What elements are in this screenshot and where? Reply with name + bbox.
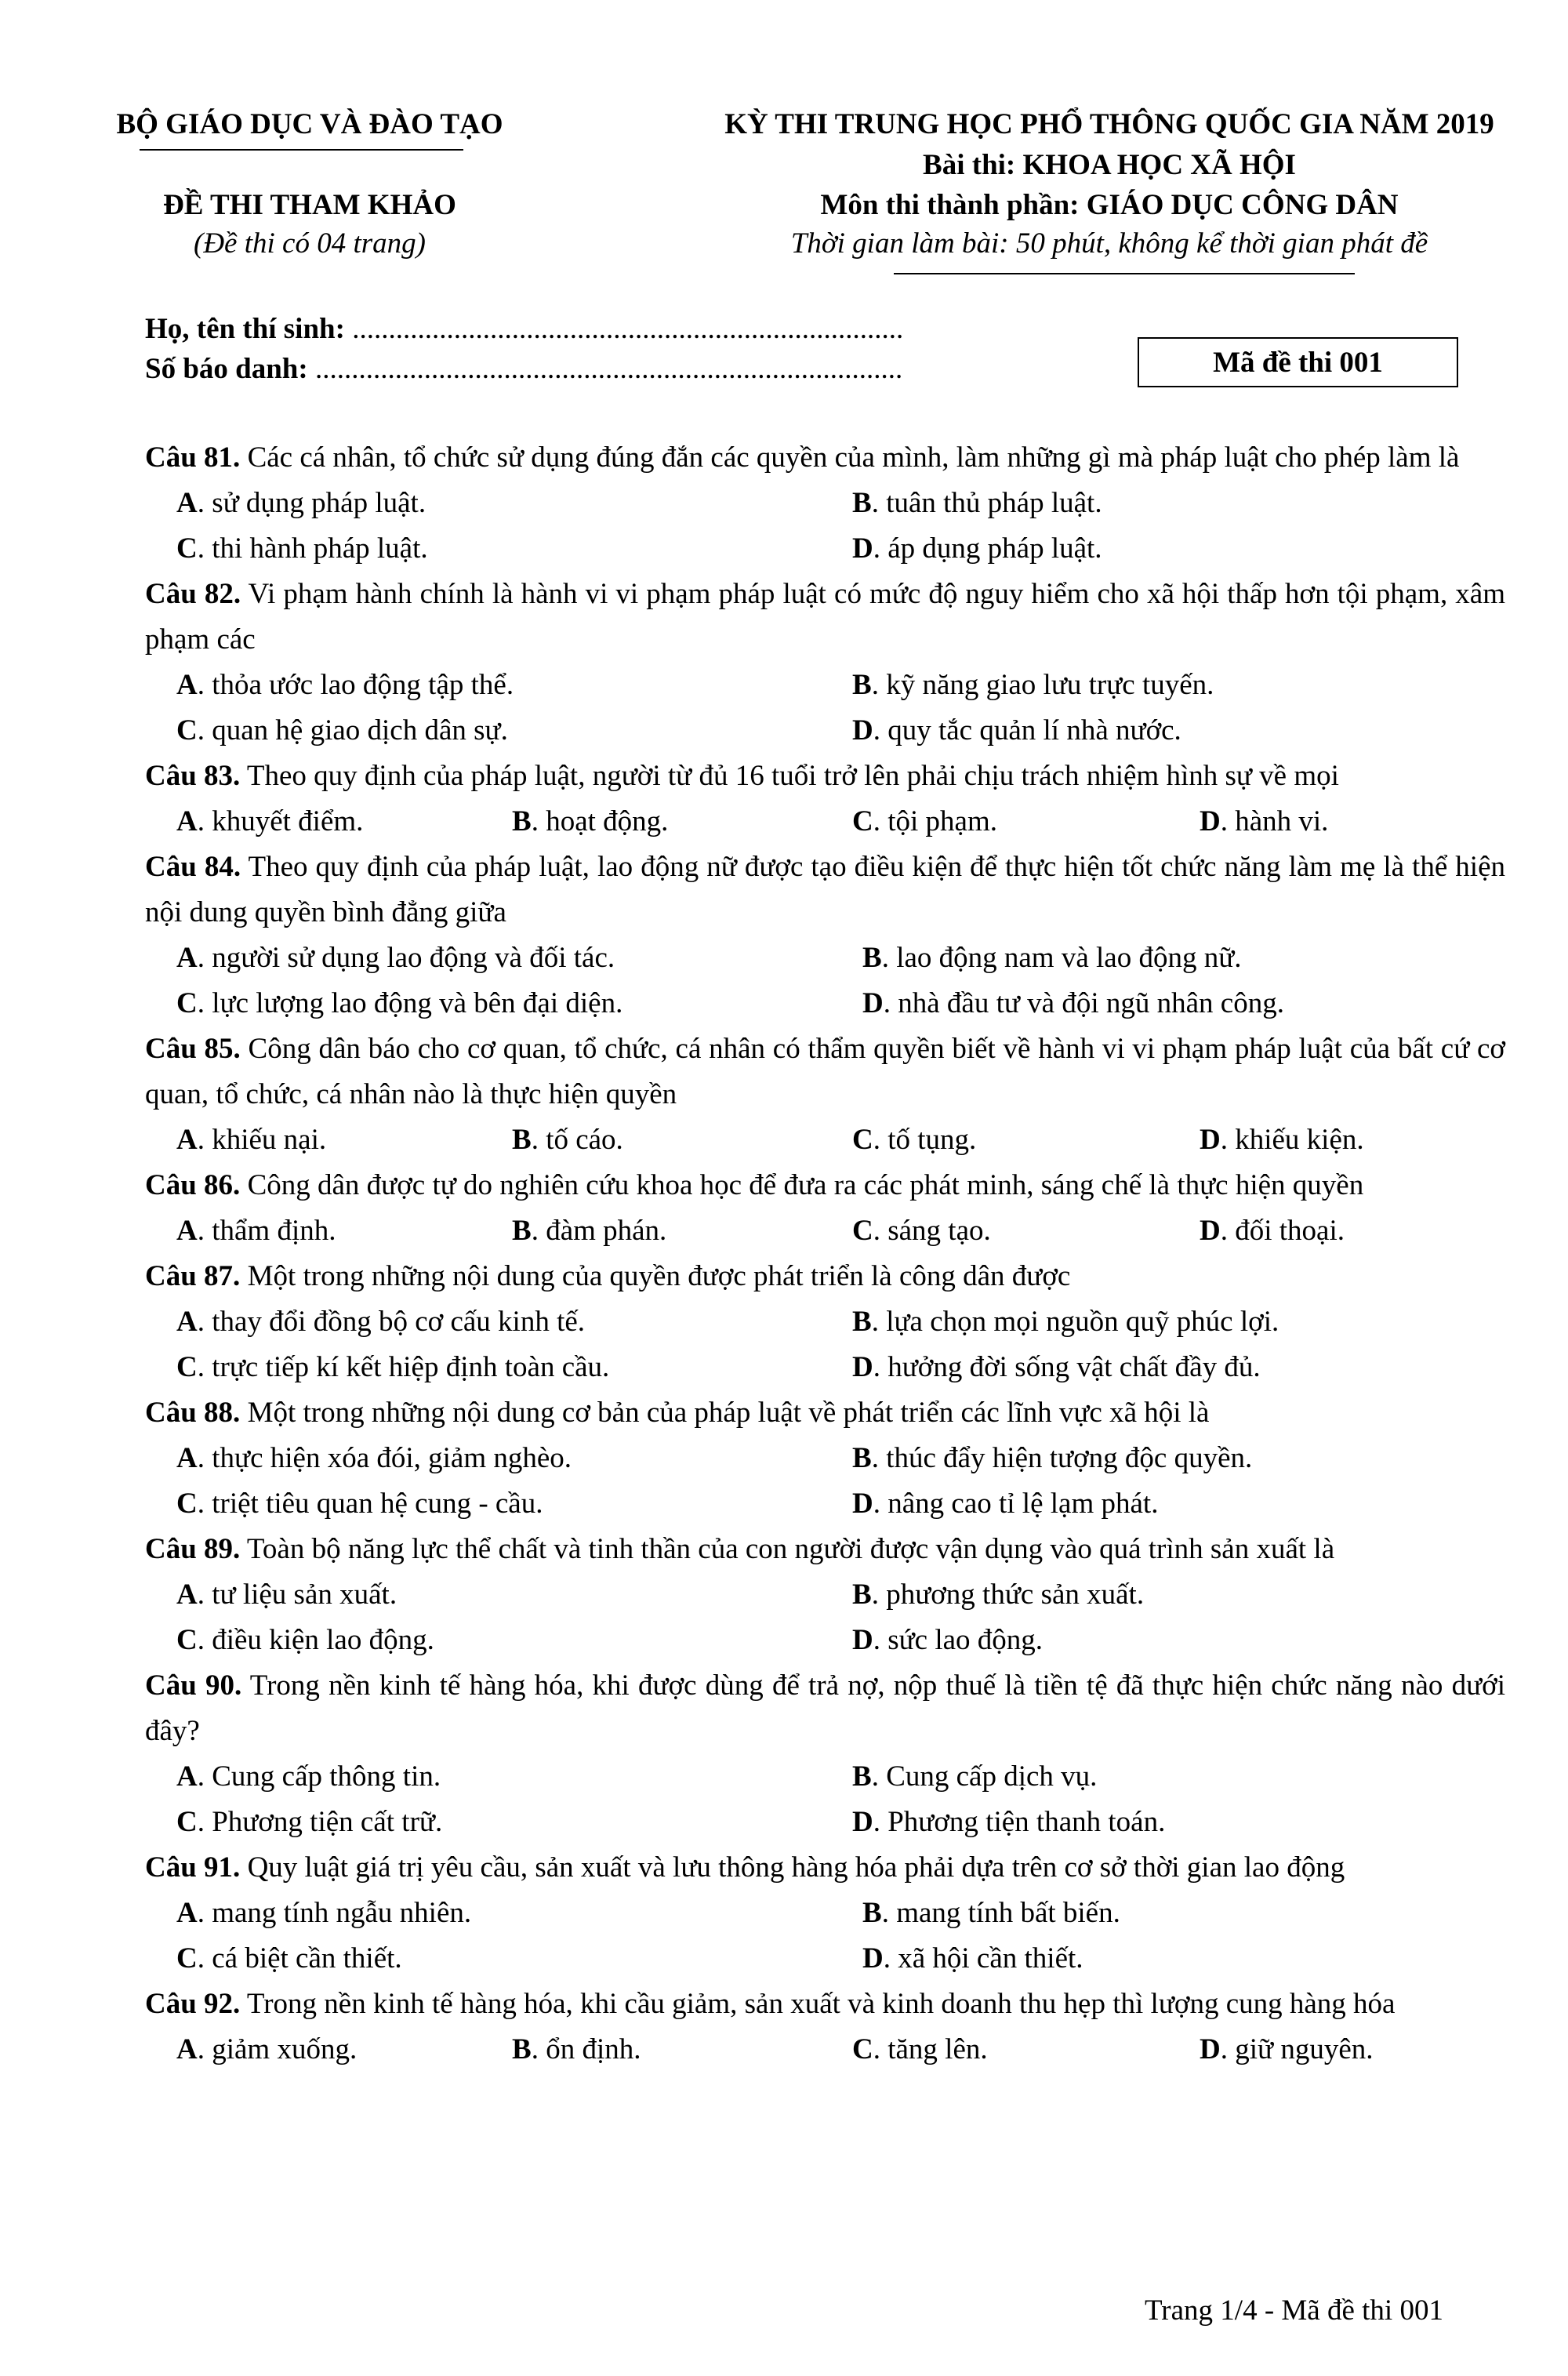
answer-text: cá biệt cần thiết.: [212, 1942, 402, 1975]
answer-key: A: [176, 1897, 198, 1929]
answer-key: D: [1200, 805, 1221, 837]
answer-text: giảm xuống.: [212, 2033, 358, 2065]
answer-option: D. nhà đầu tư và đội ngũ nhân công.: [862, 987, 1284, 1019]
question-stem: [145, 1163, 1505, 1208]
answer-key: C: [176, 1351, 198, 1383]
answer-key: D: [1200, 1124, 1221, 1156]
answer-key: D: [1200, 2033, 1221, 2065]
question-number: Câu 86.: [145, 1169, 241, 1201]
answer-row: [145, 1436, 1505, 1481]
answer-key: B: [852, 1306, 872, 1338]
answer-text: lựa chọn mọi nguồn quỹ phúc lợi.: [886, 1306, 1279, 1338]
question: [145, 754, 1505, 845]
answer-option: D. khiếu kiện.: [1200, 1124, 1364, 1156]
answer-key: B: [512, 1215, 532, 1247]
answer-row: [145, 1936, 1505, 1982]
question-text: Theo quy định của pháp luật, lao động nữ được tạo điều kiện để thực hiện tốt chức năng làm mẹ là thể hiện nội dung quyền bình đẳng giữa: [145, 851, 1505, 928]
answer-key: A: [176, 942, 198, 974]
answer-key: D: [862, 1942, 884, 1975]
candidate-name-dots: ............................................................................: [352, 313, 904, 345]
answer-key: A: [176, 1760, 198, 1793]
answer-option: C. cá biệt cần thiết.: [176, 1942, 402, 1975]
answer-text: lực lượng lao động và bên đại diện.: [212, 987, 623, 1019]
candidate-id-label: Số báo danh:: [145, 353, 308, 385]
answer-option: B. tố cáo.: [512, 1124, 623, 1156]
answer-text: thi hành pháp luật.: [212, 532, 428, 565]
answer-text: Cung cấp thông tin.: [212, 1760, 441, 1793]
answer-key: A: [176, 805, 198, 837]
answer-text: thúc đẩy hiện tượng độc quyền.: [886, 1442, 1253, 1474]
answer-option: C. triệt tiêu quan hệ cung - cầu.: [176, 1488, 543, 1520]
answer-option: A. mang tính ngẫu nhiên.: [176, 1897, 472, 1929]
answer-row: [145, 708, 1505, 754]
answer-text: tư liệu sản xuất.: [212, 1579, 397, 1611]
question-text: Một trong những nội dung cơ bản của pháp luật về phát triển các lĩnh vực xã hội là: [247, 1397, 1210, 1429]
answer-text: xã hội cần thiết.: [898, 1942, 1083, 1975]
answer-option: D. quy tắc quản lí nhà nước.: [852, 714, 1181, 747]
answer-row: [145, 663, 1505, 708]
answer-row: [145, 981, 1505, 1026]
exam-title: KỲ THI TRUNG HỌC PHỔ THÔNG QUỐC GIA NĂM 2019: [724, 108, 1494, 140]
answer-option: A. thỏa ước lao động tập thể.: [176, 669, 514, 701]
answer-key: B: [852, 1442, 872, 1474]
answer-option: B. tuân thủ pháp luật.: [852, 487, 1102, 519]
question-number: Câu 82.: [145, 578, 241, 610]
question-number: Câu 81.: [145, 441, 241, 474]
question-stem: [145, 1026, 1505, 1117]
answer-text: mang tính bất biến.: [896, 1897, 1120, 1929]
answer-key: C: [852, 805, 873, 837]
question: [145, 1982, 1505, 2073]
answer-option: C. quan hệ giao dịch dân sự.: [176, 714, 508, 747]
question: [145, 1527, 1505, 1663]
answer-text: áp dụng pháp luật.: [887, 532, 1102, 565]
question-number: Câu 91.: [145, 1851, 241, 1884]
answer-option: D. xã hội cần thiết.: [862, 1942, 1083, 1975]
answer-key: B: [512, 805, 532, 837]
answer-key: A: [176, 2033, 198, 2065]
answer-option: C. tội phạm.: [852, 805, 997, 837]
answer-option: A. Cung cấp thông tin.: [176, 1760, 441, 1793]
answer-key: A: [176, 1215, 198, 1247]
answer-key: A: [176, 669, 198, 701]
question: [145, 1390, 1505, 1527]
answer-option: B. thúc đẩy hiện tượng độc quyền.: [852, 1442, 1253, 1474]
exam-code-box: [1138, 337, 1458, 387]
answer-text: Phương tiện thanh toán.: [887, 1806, 1166, 1838]
answer-option: A. giảm xuống.: [176, 2033, 358, 2065]
answer-key: D: [852, 714, 873, 747]
answer-option: D. đối thoại.: [1200, 1215, 1345, 1247]
question-text: Toàn bộ năng lực thể chất và tinh thần của con người được vận dụng vào quá trình sản xuất là: [246, 1533, 1335, 1565]
answer-option: D. áp dụng pháp luật.: [852, 532, 1102, 565]
answer-text: phương thức sản xuất.: [886, 1579, 1145, 1611]
answer-option: D. hưởng đời sống vật chất đầy đủ.: [852, 1351, 1261, 1383]
question-stem: [145, 435, 1505, 481]
ministry-underline: [140, 149, 463, 151]
answer-text: quan hệ giao dịch dân sự.: [212, 714, 508, 747]
answer-key: D: [852, 1488, 873, 1520]
candidate-id-row: [145, 352, 902, 386]
answer-text: tội phạm.: [887, 805, 997, 837]
question-stem: [145, 754, 1505, 799]
answer-option: C. điều kiện lao động.: [176, 1624, 434, 1656]
question-number: Câu 83.: [145, 760, 241, 792]
answer-text: ổn định.: [546, 2033, 641, 2065]
answer-text: khiếu kiện.: [1235, 1124, 1364, 1156]
answer-row: [145, 1481, 1505, 1527]
answer-row: [145, 1208, 1505, 1254]
question-stem: [145, 1390, 1505, 1436]
question-stem: [145, 1663, 1505, 1754]
answer-text: thỏa ước lao động tập thể.: [212, 669, 514, 701]
answer-key: B: [512, 2033, 532, 2065]
question-text: Theo quy định của pháp luật, người từ đủ 16 tuổi trở lên phải chịu trách nhiệm hình sự về mọi: [246, 760, 1339, 792]
answer-option: C. trực tiếp kí kết hiệp định toàn cầu.: [176, 1351, 610, 1383]
answer-key: B: [512, 1124, 532, 1156]
answer-row: [145, 936, 1505, 981]
answer-key: D: [852, 1806, 873, 1838]
answer-key: B: [862, 942, 882, 974]
question-number: Câu 89.: [145, 1533, 241, 1565]
question-number: Câu 87.: [145, 1260, 241, 1292]
answer-text: đối thoại.: [1235, 1215, 1345, 1247]
answer-option: A. thẩm định.: [176, 1215, 336, 1247]
time-note-underline: [894, 273, 1355, 274]
question: [145, 1845, 1505, 1982]
answer-key: A: [176, 1579, 198, 1611]
answer-text: nâng cao tỉ lệ lạm phát.: [887, 1488, 1159, 1520]
candidate-name-row: [145, 312, 903, 346]
answer-key: D: [1200, 1215, 1221, 1247]
answer-row: [145, 526, 1505, 572]
answer-key: C: [176, 1806, 198, 1838]
answer-key: C: [176, 1942, 198, 1975]
answer-row: [145, 1572, 1505, 1618]
answer-key: B: [852, 669, 872, 701]
question-stem: [145, 1845, 1505, 1891]
answer-option: D. nâng cao tỉ lệ lạm phát.: [852, 1488, 1159, 1520]
question-text: Quy luật giá trị yêu cầu, sản xuất và lưu thông hàng hóa phải dựa trên cơ sở thời gian lao động: [247, 1851, 1345, 1884]
answer-key: B: [852, 1579, 872, 1611]
question-number: Câu 84.: [145, 851, 241, 883]
answer-option: A. khuyết điểm.: [176, 805, 364, 837]
answer-key: A: [176, 1442, 198, 1474]
answer-key: A: [176, 1306, 198, 1338]
question-text: Công dân được tự do nghiên cứu khoa học để đưa ra các phát minh, sáng chế là thực hiện quyền: [247, 1169, 1364, 1201]
answer-option: D. hành vi.: [1200, 805, 1329, 837]
answer-text: Cung cấp dịch vụ.: [886, 1760, 1098, 1793]
answer-key: B: [862, 1897, 882, 1929]
answer-text: tố cáo.: [546, 1124, 623, 1156]
answer-row: [145, 1345, 1505, 1390]
answer-row: [145, 1754, 1505, 1800]
answer-text: tăng lên.: [887, 2033, 988, 2065]
answer-row: [145, 799, 1505, 845]
question: [145, 1026, 1505, 1163]
answer-option: C. Phương tiện cất trữ.: [176, 1806, 443, 1838]
answer-text: trực tiếp kí kết hiệp định toàn cầu.: [212, 1351, 610, 1383]
question-text: Trong nền kinh tế hàng hóa, khi được dùng để trả nợ, nộp thuế là tiền tệ đã thực hiện chức năng nào dưới đây?: [145, 1669, 1505, 1747]
candidate-id-dots: .................................................................................: [314, 353, 903, 385]
answer-key: B: [852, 1760, 872, 1793]
answer-text: thẩm định.: [212, 1215, 336, 1247]
question: [145, 1254, 1505, 1390]
answer-key: A: [176, 487, 198, 519]
answer-text: sức lao động.: [887, 1624, 1044, 1656]
answer-key: C: [852, 1215, 873, 1247]
component-subject: Môn thi thành phần: GIÁO DỤC CÔNG DÂN: [820, 189, 1399, 221]
answer-row: [145, 1618, 1505, 1663]
answer-option: C. lực lượng lao động và bên đại diện.: [176, 987, 623, 1019]
answer-key: C: [176, 987, 198, 1019]
question: [145, 1663, 1505, 1845]
answer-option: D. Phương tiện thanh toán.: [852, 1806, 1166, 1838]
answer-key: D: [852, 532, 873, 565]
candidate-name-label: Họ, tên thí sinh:: [145, 313, 345, 345]
answer-option: A. tư liệu sản xuất.: [176, 1579, 397, 1611]
answer-option: B. kỹ năng giao lưu trực tuyến.: [852, 669, 1214, 701]
question-text: Các cá nhân, tổ chức sử dụng đúng đắn các quyền của mình, làm những gì mà pháp luật cho phép làm là: [247, 441, 1460, 474]
answer-option: B. ổn định.: [512, 2033, 641, 2065]
answer-key: C: [852, 1124, 873, 1156]
page-count-note: (Đề thi có 04 trang): [194, 227, 426, 260]
answer-text: quy tắc quản lí nhà nước.: [887, 714, 1181, 747]
answer-text: hành vi.: [1235, 805, 1329, 837]
question-stem: [145, 1254, 1505, 1299]
answer-option: B. Cung cấp dịch vụ.: [852, 1760, 1098, 1793]
answer-text: điều kiện lao động.: [212, 1624, 434, 1656]
answer-text: sử dụng pháp luật.: [212, 487, 426, 519]
question-number: Câu 85.: [145, 1033, 241, 1065]
answer-text: triệt tiêu quan hệ cung - cầu.: [212, 1488, 543, 1520]
answer-key: B: [852, 487, 872, 519]
page-footer: Trang 1/4 - Mã đề thi 001: [1145, 2294, 1443, 2327]
answer-key: C: [176, 1488, 198, 1520]
time-note: Thời gian làm bài: 50 phút, không kể thời gian phát đề: [790, 227, 1428, 260]
answer-key: C: [176, 714, 198, 747]
answer-key: D: [852, 1624, 873, 1656]
question-text: Công dân báo cho cơ quan, tổ chức, cá nhân có thẩm quyền biết về hành vi vi phạm pháp luật của bất cứ cơ quan, tổ chức, cá nhân nào là thực hiện quyền: [145, 1033, 1505, 1110]
exam-code: Mã đề thi 001: [1213, 346, 1383, 379]
answer-option: D. sức lao động.: [852, 1624, 1044, 1656]
question-stem: [145, 1527, 1505, 1572]
answer-text: khiếu nại.: [212, 1124, 327, 1156]
ministry-name: BỘ GIÁO DỤC VÀ ĐÀO TẠO: [116, 108, 503, 140]
answer-option: C. sáng tạo.: [852, 1215, 991, 1247]
answer-key: C: [176, 532, 198, 565]
answer-text: thay đổi đồng bộ cơ cấu kinh tế.: [212, 1306, 586, 1338]
answer-text: đàm phán.: [546, 1215, 667, 1247]
answer-option: A. người sử dụng lao động và đối tác.: [176, 942, 615, 974]
question-text: Vi phạm hành chính là hành vi vi phạm pháp luật có mức độ nguy hiểm cho xã hội thấp hơn tội phạm, xâm phạm các: [145, 578, 1505, 656]
answer-key: A: [176, 1124, 198, 1156]
exam-subject: Bài thi: KHOA HỌC XÃ HỘI: [923, 149, 1296, 181]
answer-text: hưởng đời sống vật chất đầy đủ.: [887, 1351, 1261, 1383]
answer-option: B. phương thức sản xuất.: [852, 1579, 1145, 1611]
answer-option: C. thi hành pháp luật.: [176, 532, 428, 565]
answer-text: kỹ năng giao lưu trực tuyến.: [886, 669, 1214, 701]
answer-text: hoạt động.: [546, 805, 669, 837]
answer-row: [145, 1800, 1505, 1845]
question-text: Một trong những nội dung của quyền được phát triển là công dân được: [247, 1260, 1071, 1292]
answer-key: C: [176, 1624, 198, 1656]
answer-option: B. hoạt động.: [512, 805, 669, 837]
question-number: Câu 88.: [145, 1397, 241, 1429]
doc-type: ĐỀ THI THAM KHẢO: [163, 189, 456, 221]
answer-option: D. giữ nguyên.: [1200, 2033, 1374, 2065]
answer-text: giữ nguyên.: [1235, 2033, 1374, 2065]
answer-option: B. đàm phán.: [512, 1215, 667, 1247]
answer-option: B. lựa chọn mọi nguồn quỹ phúc lợi.: [852, 1306, 1279, 1338]
question: [145, 845, 1505, 1026]
answer-text: tuân thủ pháp luật.: [886, 487, 1102, 519]
question: [145, 1163, 1505, 1254]
answer-option: B. lao động nam và lao động nữ.: [862, 942, 1242, 974]
answer-text: sáng tạo.: [887, 1215, 991, 1247]
question: [145, 572, 1505, 754]
answer-row: [145, 1117, 1505, 1163]
question-stem: [145, 572, 1505, 663]
answer-text: thực hiện xóa đói, giảm nghèo.: [212, 1442, 572, 1474]
answer-row: [145, 2027, 1505, 2073]
answer-option: A. thay đổi đồng bộ cơ cấu kinh tế.: [176, 1306, 586, 1338]
answer-text: nhà đầu tư và đội ngũ nhân công.: [898, 987, 1284, 1019]
answer-option: A. khiếu nại.: [176, 1124, 327, 1156]
answer-text: tố tụng.: [887, 1124, 977, 1156]
answer-option: B. mang tính bất biến.: [862, 1897, 1120, 1929]
answer-text: Phương tiện cất trữ.: [212, 1806, 443, 1838]
answer-option: A. thực hiện xóa đói, giảm nghèo.: [176, 1442, 572, 1474]
question-stem: [145, 1982, 1505, 2027]
answer-row: [145, 481, 1505, 526]
answer-row: [145, 1299, 1505, 1345]
question-list: [145, 435, 1505, 2073]
question-text: Trong nền kinh tế hàng hóa, khi cầu giảm, sản xuất và kinh doanh thu hẹp thì lượng cung hàng hóa: [246, 1988, 1396, 2020]
question: [145, 435, 1505, 572]
question-number: Câu 90.: [145, 1669, 242, 1702]
answer-text: lao động nam và lao động nữ.: [896, 942, 1242, 974]
question-stem: [145, 845, 1505, 936]
answer-key: D: [852, 1351, 873, 1383]
question-number: Câu 92.: [145, 1988, 241, 2020]
answer-key: C: [852, 2033, 873, 2065]
answer-text: khuyết điểm.: [212, 805, 364, 837]
answer-option: C. tăng lên.: [852, 2033, 988, 2065]
answer-text: người sử dụng lao động và đối tác.: [212, 942, 615, 974]
answer-key: D: [862, 987, 884, 1019]
answer-row: [145, 1891, 1505, 1936]
answer-text: mang tính ngẫu nhiên.: [212, 1897, 472, 1929]
answer-option: A. sử dụng pháp luật.: [176, 487, 426, 519]
answer-option: C. tố tụng.: [852, 1124, 977, 1156]
